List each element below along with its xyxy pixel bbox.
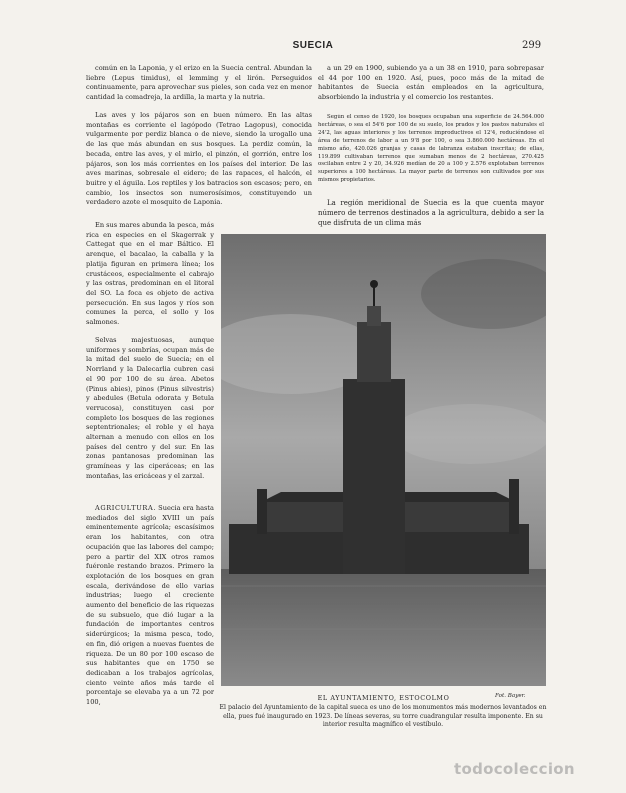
paragraph-fauna-mammals: común en la Laponia, y el erizo en la Suecia central. Abundan la liebre (Lepus timidus), el lemming y el lirón. Perseguidos continuamente, para aprovechar sus pieles, son cada vez en menor cantidad la comadreja, la ardilla, la marta y la nutria. [86, 64, 312, 102]
paragraph-southern-region: La región meridional de Suecia es la que cuenta mayor número de terrenos destinados a la agricultura, debido a ser la que disfruta de un clima más [318, 199, 544, 228]
page-title: SUECIA [292, 40, 334, 51]
paragraph-census-1920: Según el censo de 1920, los bosques ocupaban una superficie de 24.564.000 hectáreas, o sea el 54'6 por 100 de su suelo, los prados y los pastos naturales el 24'2, las aguas interiores y los terrenos improductivos el 12'4, reduciéndose el área de terrenos de labor a un 9'8 por 100, o sea 3.860.000 hectáreas. En el mismo año, 420.026 granjas y casas de labranza estaban inscritas; de ellas, 119.899 cultivaban terrenos que sumaban menos de 2 hectáreas, 270.425 oscilaban entre 2 y 20, 34.926 medían de 20 a 100 y 2.576 explotaban terrenos superiores a 100 hectáreas. La mayor parte de terrenos son cultivados por sus mismos propietarios. [318, 114, 544, 184]
paragraph-population: a un 29 en 1900, subiendo ya a un 38 en 1910, para sobrepasar el 44 por 100 en 1920. Así, pues, poco más de la mitad de habitantes de Suecia están empleados en la agricultura, absorbiendo la industria y el comercio los restantes. [318, 64, 544, 102]
paragraph-fishing: En sus mares abunda la pesca, más rica en especies en el Skagerrak y Cattegat que en el mar Báltico. El arenque, el bacalao, la caballa y la platija figuran en primera línea; los crustáceos, especialmente el cabrajo y las ostras, predominan en el litoral del SO. La foca es objeto de activa persecución. En sus lagos y ríos son comunes la perca, el sollo y los salmones. [86, 221, 214, 327]
paragraph-agriculture-body: Suecia era hasta mediados del siglo XVIII un país eminentemente agrícola; escasísimos eran los habitantes, con otra ocupación que las labores del campo; pero a partir del XIX otros ramos fuéronle restando brazos. Primero la explotación de los bosques en gran escala, derivándose de ello varias industrias; luego el creciente aumento del beneficio de las riquezas de su subsuelo, que dió lugar a la fundación de importantes centros siderúrgicos; la misma pesca, todo, en fin, dió origen a nuevas fuentes de riqueza. De un 80 por 100 escaso de sus habitantes que en 1750 se dedicaban a los trabajos agrícolas, ciento veinte años más tarde el porcentaje se elevaba ya a un 72 por 100, [86, 504, 214, 707]
page-number: 299 [522, 40, 542, 51]
figure-caption-title: EL AYUNTAMIENTO, ESTOCOLMO [317, 694, 450, 702]
figure-caption-text: El palacio del Ayuntamiento de la capital sueca es uno de los monumentos más modernos levantados en ella, pues fué inaugurado en 1923. De líneas severas, su torre cuadrangular resulta imponente. En su interior resulta magnífico el vestíbulo. [219, 704, 547, 729]
paragraph-fauna-birds: Las aves y los pájaros son en buen número. En las altas montañas es corriente el lagópodo (Tetrao Lagopus), conocida vulgarmente por perdiz blanca o de nieve, siendo la urogallo una de las que más abundan en sus bosques. La perdiz común, la becada, entre las aves, y el mirlo, el pinzón, el gorrión, entre los pájaros, son los más corrientes en los países del interior. De las aves marinas, sobresale el eidero; de las rapaces, el halcón, el buitre y el águila. Los reptiles y los batracios son escasos; pero, en cambio, los insectos son numerosísimos, constituyendo un verdadero azote el mosquito de Laponia. [86, 111, 312, 207]
photo-credit: Fot. Bayer. [495, 693, 526, 699]
photo-stockholm-city-hall [221, 234, 546, 686]
paragraph-agriculture [86, 504, 214, 708]
section-heading-agriculture: AGRICULTURA. [95, 504, 157, 512]
paragraph-forests: Selvas majestuosas, aunque uniformes y sombrías, ocupan más de la mitad del suelo de Suecia; en el Norrland y la Dalecarlia cubren casi el 90 por 100 de su área. Abetos (Pinus abies), pinos (Pinus silvestris) y abedules (Betula odorata y Betula verrucosa), constituyen casi por completo los bosques de las regiones septentrionales; el roble y el haya alternan a menudo con ellos en los países del centro y del sur. En las zonas pantanosas predominan las gramíneas y las ciperáceas; en las montañas, las ericáceas y el zarzal. [86, 336, 214, 480]
watermark-logo: todocoleccion [454, 760, 575, 778]
